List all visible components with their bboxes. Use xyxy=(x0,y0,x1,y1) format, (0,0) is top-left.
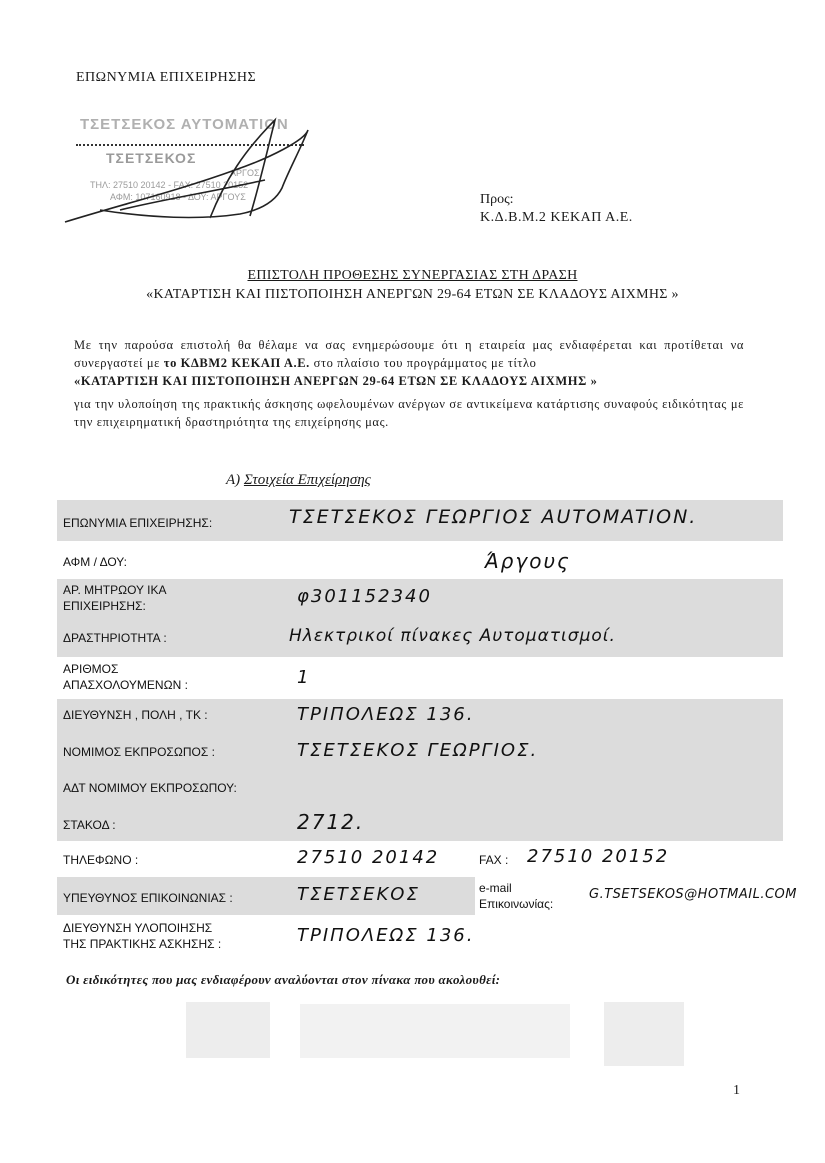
form-row-phone xyxy=(57,841,783,877)
email-cell xyxy=(475,877,797,915)
stamp-line: ΤΣΕΤΣΕΚΟΣ xyxy=(106,150,197,166)
fax-label: FAX : xyxy=(479,853,509,867)
page-number: 1 xyxy=(733,1083,740,1098)
recipient-label: Προς: xyxy=(480,192,514,207)
signature-icon xyxy=(60,110,320,240)
stamp-line: ΤΗΛ: 27510 20142 - FAX: 27510 20152 xyxy=(90,180,249,190)
legal-rep-label: ΝΟΜΙΜΟΣ ΕΚΠΡΟΣΩΠΟΣ : xyxy=(63,745,215,759)
stamp-line: ΤΣΕΤΣΕΚΟΣ ΑΥΤΟΜΑΤΙΟΝ xyxy=(80,116,289,133)
ika-value: φ301152340 xyxy=(297,586,432,607)
email-label-line1: e-mail xyxy=(479,881,512,895)
intro-paragraph xyxy=(74,336,744,390)
intro-text-end: στο πλαίσιο του προγράμματος με τίτλο xyxy=(309,356,537,370)
form-row-ika xyxy=(57,579,783,619)
faint-bleed-through xyxy=(300,1004,570,1058)
form-row-legal-rep-id xyxy=(57,771,783,805)
address-value: ΤΡΙΠΟΛΕΩΣ 136. xyxy=(297,704,475,725)
contact-person-value: ΤΣΕΤΣΕΚΟΣ xyxy=(297,884,420,905)
stamp-line: ΑΡΓΟΣ xyxy=(230,168,260,178)
form-row-employees xyxy=(57,657,783,699)
intro-org: το ΚΔΒΜ2 ΚΕΚΑΠ Α.Ε. xyxy=(163,356,310,370)
faint-bleed-through xyxy=(604,1002,684,1066)
intro-program: «ΚΑΤΑΡΤΙΣΗ ΚΑΙ ΠΙΣΤΟΠΟΙΗΣΗ ΑΝΕΡΓΩΝ 29-64 ΕΤΩΝ ΣΕ ΚΛΑΔΟΥΣ ΑΙΧΜΗΣ » xyxy=(74,374,598,388)
legal-rep-id-label: ΑΔΤ ΝΟΜΙΜΟΥ ΕΚΠΡΟΣΩΠΟΥ: xyxy=(63,781,237,795)
section-prefix: Α) xyxy=(226,472,244,488)
recipient-name: Κ.Δ.Β.Μ.2 ΚΕΚΑΠ Α.Ε. xyxy=(480,210,633,225)
fax-value: 27510 20152 xyxy=(527,846,670,867)
form-row-legal-rep xyxy=(57,733,783,771)
form-row-address xyxy=(57,699,783,733)
activity-value: Ηλεκτρικοί πίνακες Αυτοματισμοί. xyxy=(289,626,616,646)
internship-address-label-line1: ΔΙΕΥΘΥΝΣΗ ΥΛΟΠΟΙΗΣΗΣ xyxy=(63,921,213,935)
stakod-value: 2712. xyxy=(297,810,365,834)
intro-text: Με την παρούσα επιστολή θα θέλαμε να σας ενημερώσουμε ότι η εταιρεία μας ενδιαφέρεται και προτίθεται να συνεργαστεί με xyxy=(74,338,744,370)
internship-address-label-line2: ΤΗΣ ΠΡΑΚΤΙΚΗΣ ΑΣΚΗΣΗΣ : xyxy=(63,937,222,951)
company-name-field-label: ΕΠΩΝΥΜΙΑ ΕΠΙΧΕΙΡΗΣΗΣ: xyxy=(63,516,213,530)
specialties-note: Οι ειδικότητες που μας ενδιαφέρουν αναλύονται στον πίνακα που ακολουθεί: xyxy=(66,972,501,987)
email-value: G.TSETSEKOS@HOTMAIL.COM xyxy=(589,887,797,902)
stakod-label: ΣΤΑΚΟΔ : xyxy=(63,818,116,832)
phone-value: 27510 20142 xyxy=(297,847,440,868)
internship-address-value: ΤΡΙΠΟΛΕΩΣ 136. xyxy=(297,925,475,946)
contact-person-label: ΥΠΕΥΘΥΝΟΣ ΕΠΙΚΟΙΝΩΝΙΑΣ : xyxy=(63,891,233,905)
form-row-stakod xyxy=(57,805,783,841)
activity-label: ΔΡΑΣΤΗΡΙΟΤΗΤΑ : xyxy=(63,631,167,645)
stamp-line: ΑΦΜ: 107160918 - ΔΟΥ: ΑΡΓΟΥΣ xyxy=(110,192,246,202)
employees-label-line2: ΑΠΑΣΧΟΛΟΥΜΕΝΩΝ : xyxy=(63,678,188,692)
company-name-value: ΤΣΕΤΣΕΚΟΣ ΓΕΩΡΓΙΟΣ AUTOMATION. xyxy=(289,506,698,528)
employees-label-line1: ΑΡΙΘΜΟΣ xyxy=(63,662,119,676)
letter-title: ΕΠΙΣΤΟΛΗ ΠΡΟΘΕΣΗΣ ΣΥΝΕΡΓΑΣΙΑΣ ΣΤΗ ΔΡΑΣΗ xyxy=(247,268,578,283)
form-row-company-name xyxy=(57,500,783,541)
ika-label-line1: ΑΡ. ΜΗΤΡΩΟΥ ΙΚΑ xyxy=(63,583,167,597)
company-stamp xyxy=(60,110,320,240)
form-row-activity xyxy=(57,619,783,657)
faint-bleed-through xyxy=(186,1002,270,1058)
address-label: ΔΙΕΥΘΥΝΣΗ , ΠΟΛΗ , ΤΚ : xyxy=(63,708,208,722)
program-title: «ΚΑΤΑΡΤΙΣΗ ΚΑΙ ΠΙΣΤΟΠΟΙΗΣΗ ΑΝΕΡΓΩΝ 29-64 ΕΤΩΝ ΣΕ ΚΛΑΔΟΥΣ ΑΙΧΜΗΣ » xyxy=(146,287,679,302)
form-row-internship-address xyxy=(57,915,783,957)
company-name-label: ΕΠΩΝΥΜΙΑ ΕΠΙΧΕΙΡΗΣΗΣ xyxy=(76,70,257,85)
form-row-afm xyxy=(57,541,783,579)
afm-doy-value: Άργους xyxy=(485,549,571,573)
email-label-line2: Επικοινωνίας: xyxy=(479,897,554,911)
ika-label-line2: ΕΠΙΧΕΙΡΗΣΗΣ: xyxy=(63,599,146,613)
purpose-paragraph: για την υλοποίηση της πρακτικής άσκησης ωφελουμένων ανέργων σε αντικείμενα κατάρτισης συναφούς ειδικότητας με την επιχειρηματική δραστηριότητα της επιχείρησης μας. xyxy=(74,397,744,429)
section-title xyxy=(226,472,371,489)
afm-doy-label: ΑΦΜ / ΔΟΥ: xyxy=(63,555,127,569)
legal-rep-value: ΤΣΕΤΣΕΚΟΣ ΓΕΩΡΓΙΟΣ. xyxy=(297,740,539,761)
section-title-text: Στοιχεία Επιχείρησης xyxy=(243,472,371,488)
employees-value: 1 xyxy=(297,667,311,688)
phone-label: ΤΗΛΕΦΩΝΟ : xyxy=(63,853,139,867)
